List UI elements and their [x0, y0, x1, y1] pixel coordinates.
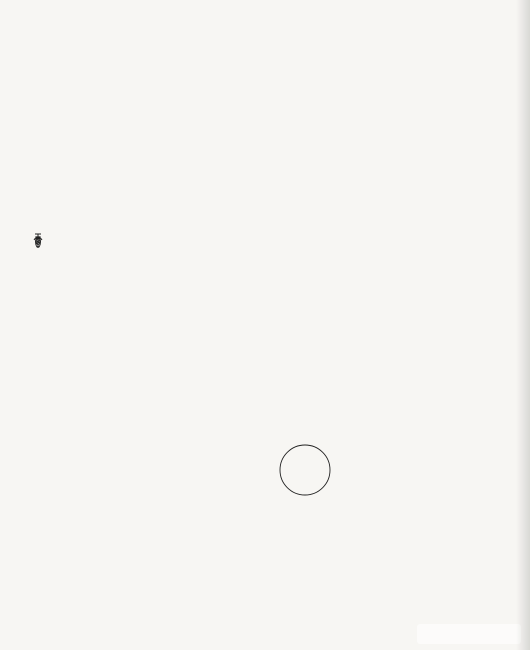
center-ring — [280, 445, 330, 495]
crochet-chart — [55, 0, 495, 560]
watermark-background — [417, 624, 521, 644]
bobble-picot-icon — [32, 236, 44, 248]
legend — [30, 230, 190, 236]
page-edge-shadow — [516, 0, 530, 650]
